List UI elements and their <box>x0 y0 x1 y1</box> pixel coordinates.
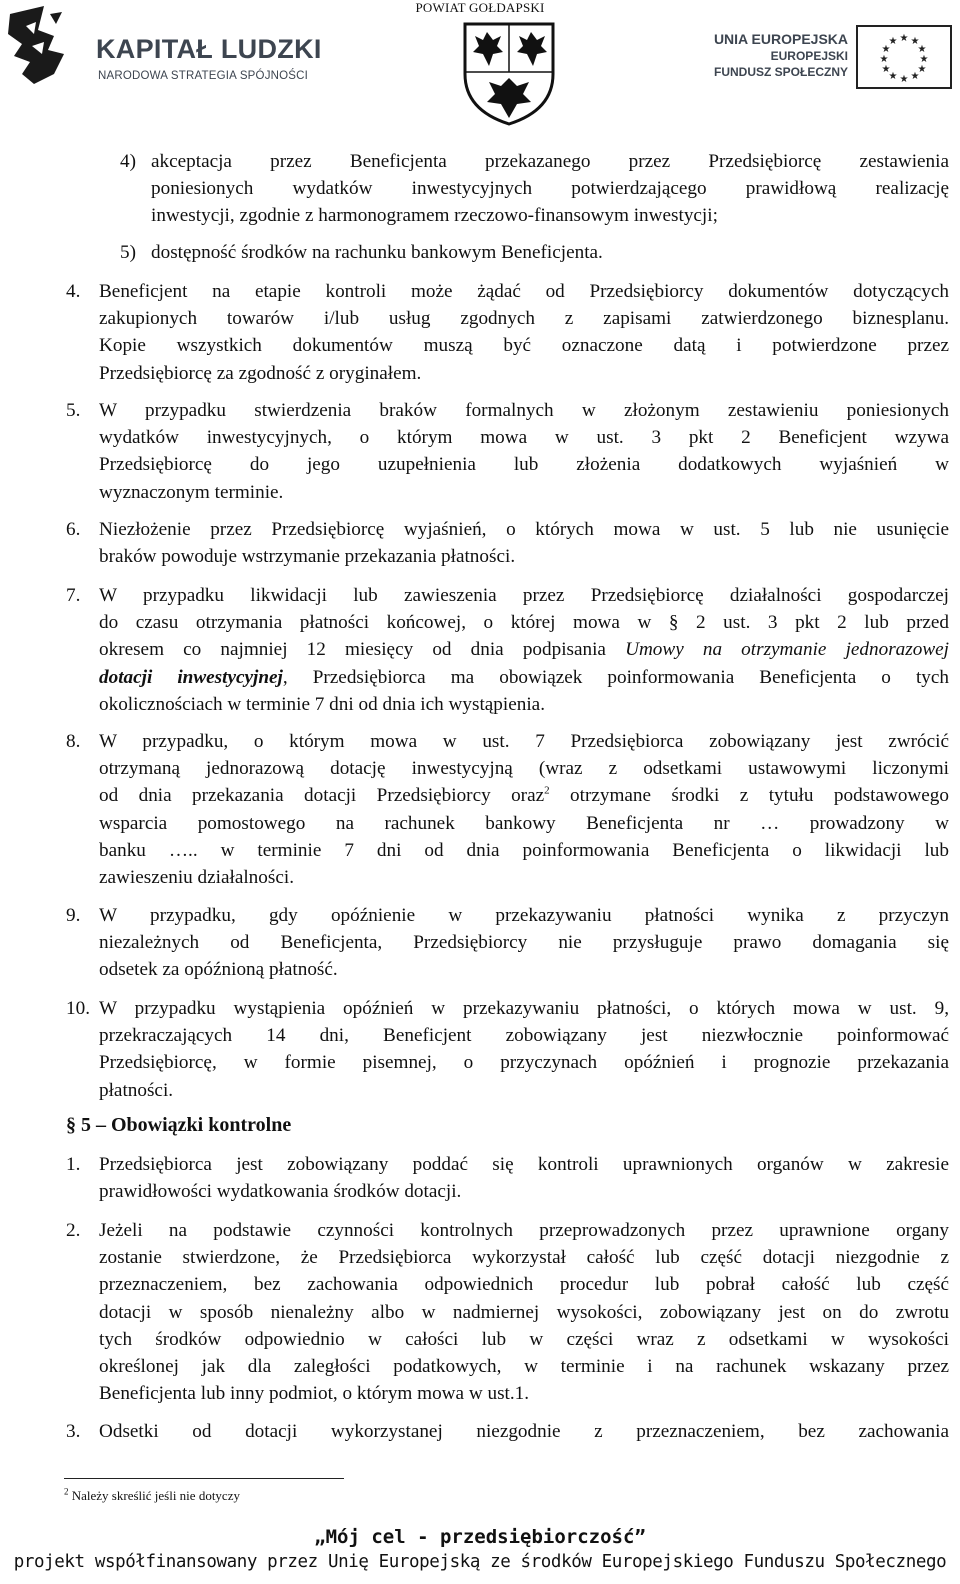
text-line: wydatków inwestycyjnych, o którym mowa w ust. 3 pkt 2 Beneficjent wzywa <box>99 427 949 449</box>
text-line: zostanie stwierdzone, że Przedsiębiorca wykorzystał całość lub część dotacji niezgodnie z <box>99 1247 949 1269</box>
svg-text:★: ★ <box>899 33 909 44</box>
list-item <box>99 728 949 891</box>
text-line: przekraczających 14 dni, Beneficjent zobowiązany jest niezwłocznie poinformować <box>99 1025 949 1047</box>
svg-text:★: ★ <box>881 44 891 55</box>
item-number: 6. <box>66 519 81 540</box>
text-line: wsparcia pomostowego na rachunek bankowy Beneficjenta nr … prowadzony w <box>99 812 949 834</box>
text-run: , Przedsiębiorca ma obowiązek poinformowania Beneficjenta o tych <box>282 666 949 688</box>
footer-note: projekt współfinansowany przez Unię Europejską ze środków Europejskiego Funduszu Społecznego <box>13 1552 947 1572</box>
item-number: 10. <box>66 998 90 1019</box>
text-line: niezależnych od Beneficjenta, Przedsiębiorcy nie przysługuje prawo domagania się <box>99 932 949 954</box>
item-number: 3. <box>66 1421 81 1442</box>
list-item <box>99 1217 949 1407</box>
text-line: wyznaczonym terminie. <box>99 481 284 503</box>
kapital-ludzki-emblem-icon <box>4 4 94 88</box>
text-line: zawieszeniu działalności. <box>99 867 294 889</box>
svg-text:★: ★ <box>919 54 929 65</box>
svg-text:★: ★ <box>917 44 927 55</box>
footnote-ref: 2 <box>544 785 550 798</box>
eu-line-3: FUNDUSZ SPOŁECZNY <box>713 65 848 79</box>
text-line: dotacji w sposób nienależny albo w nadmiernej wysokości, zobowiązany jest on do zwrotu <box>99 1301 949 1323</box>
coat-of-arms-icon <box>463 22 555 126</box>
contract-title-italic: Umowy na otrzymanie jednorazowej <box>625 639 949 661</box>
text-line: płatności. <box>99 1079 174 1101</box>
header-powiat: POWIAT GOŁDAPSKI <box>415 0 545 15</box>
list-item <box>99 995 949 1104</box>
item-number: 7. <box>66 585 81 606</box>
svg-text:★: ★ <box>917 64 927 75</box>
text-line: Kopie wszystkich dokumentów muszą być oznaczone datą i potwierdzone przez <box>99 335 949 357</box>
footnote-mark: 2 <box>64 1486 69 1497</box>
contract-title-italic: dotacji inwestycyjnej <box>99 666 283 688</box>
text-line: Przedsiębiorcę do jego uzupełnienia lub złożenia dodatkowych wyjaśnień w <box>99 454 949 476</box>
text-line: tych środków odpowiednio w całości lub w części wraz z odsetkami w wysokości <box>99 1328 949 1350</box>
text-line: określonej jak dla zaległości podatkowych, w terminie i na rachunek wskazany przez <box>99 1356 949 1378</box>
svg-text:★: ★ <box>888 71 898 82</box>
text-line: Beneficjenta lub inny podmiot, o którym mowa w ust.1. <box>99 1383 530 1405</box>
text-line: Beneficjent na etapie kontroli może żądać od Przedsiębiorcy dokumentów dotyczących <box>99 281 949 302</box>
footer-slogan: „Mój cel - przedsiębiorczość” <box>314 1526 646 1548</box>
kapital-ludzki-subtitle: NARODOWA STRATEGIA SPÓJNOŚCI <box>98 70 309 82</box>
text-line: Jeżeli na podstawie czynności kontrolnych przeprowadzonych przez uprawnione organy <box>99 1220 949 1241</box>
text-line: Przedsiębiorcę za zgodność z oryginałem. <box>99 362 422 384</box>
list-item <box>99 397 949 506</box>
text-line: Niezłożenie przez Przedsiębiorcę wyjaśnień, o których mowa w ust. 5 lub nie usunięcie <box>99 519 949 540</box>
list-item <box>99 1151 949 1205</box>
text-line: odsetek za opóźnioną płatność. <box>99 959 338 981</box>
footnote-rule <box>64 1478 344 1479</box>
text-line: braków powoduje wstrzymanie przekazania płatności. <box>99 546 516 568</box>
list-item <box>99 1418 949 1445</box>
svg-text:★: ★ <box>888 36 898 47</box>
svg-text:★: ★ <box>910 36 920 47</box>
text-run: okresem co najmniej 12 miesięcy od dnia podpisania <box>99 639 626 661</box>
svg-text:★: ★ <box>910 71 920 82</box>
text-run: od dnia przekazania dotacji Przedsiębiorcy oraz <box>99 785 545 807</box>
item-number: 4) <box>120 151 136 172</box>
list-item <box>99 902 949 984</box>
eu-line-1: UNIA EUROPEJSKA <box>713 31 848 47</box>
text-line: inwestycji, zgodnie z harmonogramem rzeczowo-finansowym inwestycji; <box>151 205 718 227</box>
list-item <box>99 582 949 718</box>
text-line: W przypadku, gdy opóźnienie w przekazywaniu płatności wynika z przyczyn <box>99 905 949 926</box>
text-line: W przypadku stwierdzenia braków formalnych w złożonym zestawieniu poniesionych <box>99 400 949 421</box>
text-line <box>99 636 949 663</box>
text-line <box>99 782 949 809</box>
list-item <box>151 239 949 266</box>
section-heading: § 5 – Obowiązki kontrolne <box>66 1114 292 1136</box>
footnote-text: Należy skreślić jeśli nie dotyczy <box>68 1488 240 1503</box>
list-item <box>151 148 949 230</box>
item-number: 5) <box>120 242 136 263</box>
text-line: W przypadku wystąpienia opóźnień w przekazywaniu płatności, o których mowa w ust. 9, <box>99 998 949 1019</box>
text-line: W przypadku, o którym mowa w ust. 7 Przedsiębiorca zobowiązany jest zwrócić <box>99 731 949 752</box>
text-line: otrzymaną jednorazową dotację inwestycyjną (wraz z odsetkami ustawowymi liczonymi <box>99 758 949 780</box>
text-run: otrzymane środki z tytułu podstawowego <box>549 785 949 807</box>
text-line: akceptacja przez Beneficjenta przekazanego przez Przedsiębiorcę zestawienia <box>151 151 949 172</box>
list-item <box>99 516 949 570</box>
text-line: zakupionych towarów i/lub usług zgodnych z zapisami zatwierdzonego biznesplanu. <box>99 308 949 330</box>
item-number: 2. <box>66 1220 81 1241</box>
item-number: 1. <box>66 1154 81 1175</box>
text-line: poniesionych wydatków inwestycyjnych potwierdzającego prawidłową realizację <box>151 178 949 200</box>
text-line: do czasu otrzymania płatności końcowej, o której mowa w § 2 ust. 3 pkt 2 lub przed <box>99 612 949 634</box>
text-line <box>99 664 949 691</box>
text-line: Przedsiębiorcę, w formie pisemnej, o przyczynach opóźnień i prognozie przekazania <box>99 1052 949 1074</box>
text-line: banku ….. w terminie 7 dni od dnia poinformowania Beneficjenta o likwidacji lub <box>99 839 949 861</box>
text-line: Przedsiębiorca jest zobowiązany poddać się kontroli uprawnionych organów w zakresie <box>99 1154 949 1175</box>
svg-text:★: ★ <box>881 64 891 75</box>
kapital-ludzki-logo <box>4 4 334 88</box>
svg-text:★: ★ <box>879 54 889 65</box>
list-item <box>99 278 949 387</box>
item-number: 8. <box>66 731 81 752</box>
eu-text-block <box>700 30 848 80</box>
text-line: okolicznościach w terminie 7 dni od dnia ich wystąpienia. <box>99 693 545 715</box>
eu-flag-icon <box>856 25 952 89</box>
text-line: przeznaczeniem, bez zachowania odpowiednich procedur lub pobrał całość lub część <box>99 1274 949 1296</box>
kapital-ludzki-title: KAPITAŁ LUDZKI <box>96 34 322 64</box>
item-number: 4. <box>66 281 81 302</box>
item-number: 9. <box>66 905 81 926</box>
footnote <box>64 1488 240 1504</box>
text-line: Odsetki od dotacji wykorzystanej niezgodnie z przeznaczeniem, bez zachowania <box>99 1421 949 1442</box>
eu-line-2: EUROPEJSKI <box>770 49 848 63</box>
item-number: 5. <box>66 400 81 421</box>
text-line: prawidłowości wydatkowania środków dotacji. <box>99 1181 462 1203</box>
svg-text:★: ★ <box>899 74 909 85</box>
text-line: dostępność środków na rachunku bankowym Beneficjenta. <box>151 242 603 263</box>
text-line: W przypadku likwidacji lub zawieszenia przez Przedsiębiorcę działalności gospodarczej <box>99 585 949 606</box>
